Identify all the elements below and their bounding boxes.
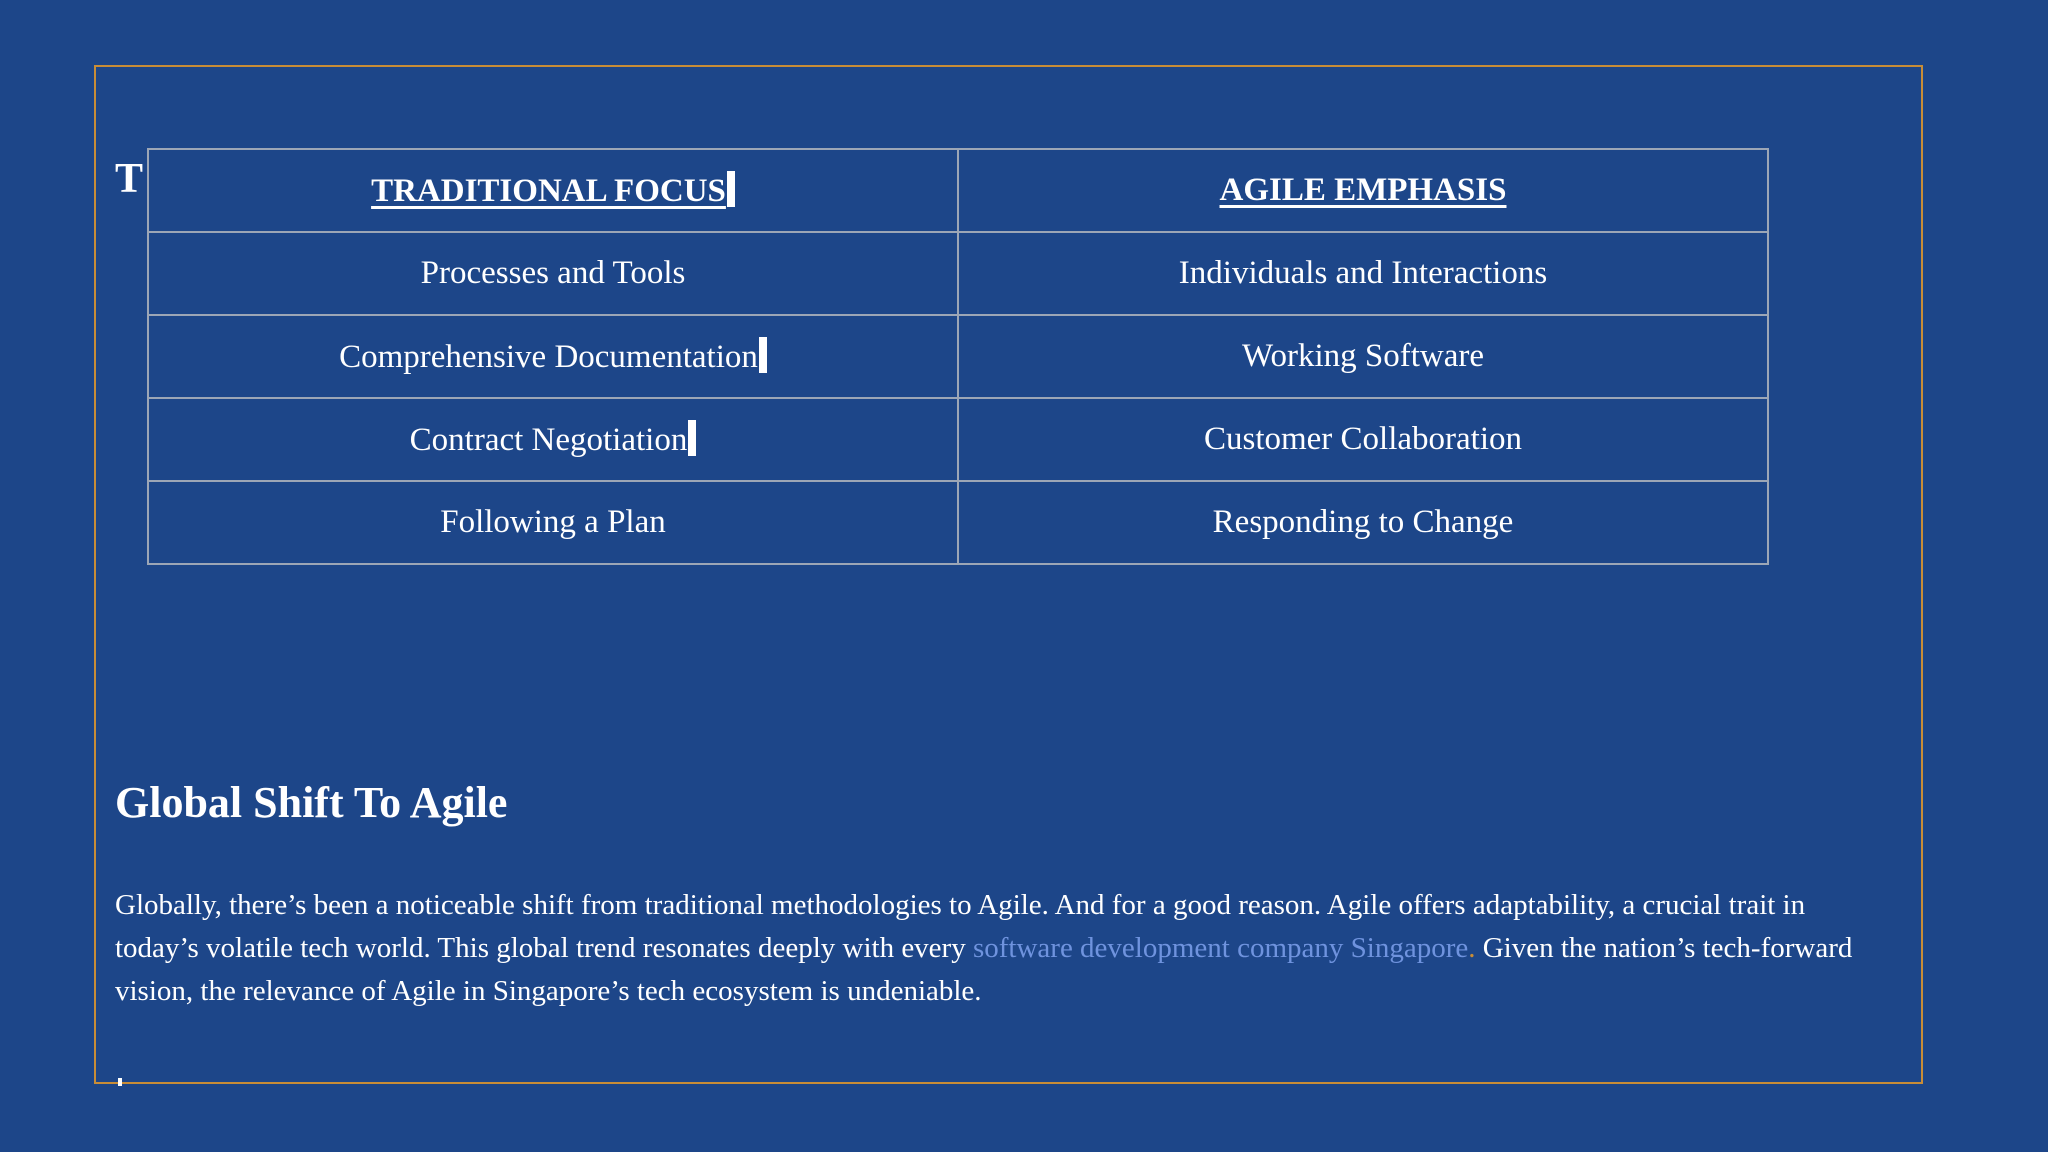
paragraph-text: Globally, there’s been a noticeable shift from traditional methodologies to Agile. And for a good reason. Agile offers adaptability, a crucial trait in today’s volatile tech world. This global trend resonates deeply with every [115, 889, 1806, 964]
agile-cell: Working Software [958, 315, 1768, 398]
body-paragraph [115, 884, 1890, 1013]
paragraph-text: Given the nation’s tech-forward vision, the relevance of Agile in Singapore’s tech ecosystem is undeniable. [115, 932, 1853, 1007]
agile-cell: Responding to Change [958, 481, 1768, 564]
text-cursor [727, 171, 735, 207]
agile-cell: Individuals and Interactions [958, 232, 1768, 315]
table-header-row [148, 149, 1768, 232]
traditional-cell: Processes and Tools [148, 232, 958, 315]
traditional-cell: Contract Negotiation [148, 398, 958, 481]
header-traditional-focus: TRADITIONAL FOCUS [148, 149, 958, 232]
frame-marker [118, 1078, 122, 1086]
text-cursor [688, 420, 696, 456]
agile-cell: Customer Collaboration [958, 398, 1768, 481]
table-row [148, 481, 1768, 564]
table-row [148, 232, 1768, 315]
company-link[interactable]: software development company Singapore [972, 932, 1469, 964]
comparison-table [147, 148, 1769, 565]
table-row [148, 315, 1768, 398]
traditional-cell: Following a Plan [148, 481, 958, 564]
header-agile-emphasis: AGILE EMPHASIS [958, 149, 1768, 232]
table-heading-partial: T [115, 156, 144, 202]
link-period: . [1468, 932, 1476, 964]
table-row [148, 398, 1768, 481]
traditional-cell: Comprehensive Documentation [148, 315, 958, 398]
text-cursor [759, 337, 767, 373]
section-title: Global Shift To Agile [115, 778, 508, 827]
